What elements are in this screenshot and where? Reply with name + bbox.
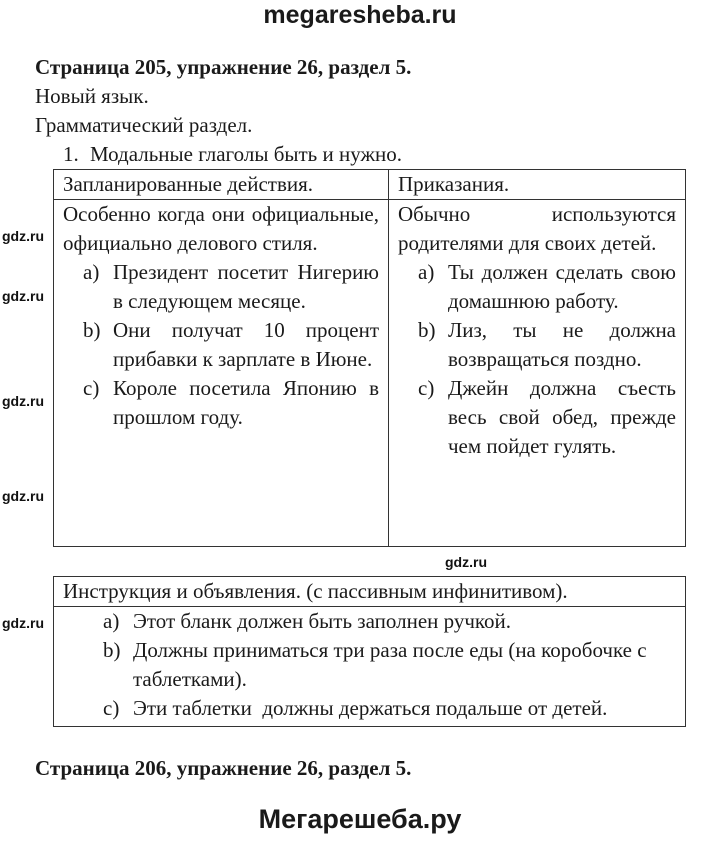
item-text: Они получат 10 процент прибавки к зарплате в Июне.: [113, 318, 379, 371]
watermark: gdz.ru: [445, 554, 487, 570]
list-item: [63, 694, 676, 723]
table-row: [54, 607, 686, 727]
site-footer[interactable]: Мегарешеба.ру: [258, 804, 462, 834]
watermark: gdz.ru: [2, 615, 44, 631]
item-label: a): [418, 260, 435, 284]
list-item: [398, 316, 676, 374]
item-label: a): [103, 609, 120, 633]
item-label: b): [83, 318, 101, 342]
item-label: c): [83, 376, 100, 400]
list-item: [63, 636, 676, 694]
item-text: Ты должен сделать свою домашнюю работу.: [448, 260, 676, 313]
watermark: gdz.ru: [2, 288, 44, 304]
item-label: a): [83, 260, 100, 284]
site-header[interactable]: megaresheba.ru: [263, 1, 457, 29]
watermark: gdz.ru: [2, 228, 44, 244]
planned-intro: Особенно когда они официальные, официально делового стиля.: [63, 202, 379, 255]
item-text: Эти таблетки должны держаться подальше от детей.: [133, 696, 608, 720]
item-text: Президент посетит Нигерию в следующем месяце.: [113, 260, 379, 313]
header-instructions: Инструкция и объявления. (с пассивным инфинитивом).: [54, 577, 686, 607]
heading-page-206: Страница 206, упражнение 26, раздел 5.: [35, 756, 412, 780]
table-header-row: [54, 170, 686, 200]
item-label: b): [103, 638, 121, 662]
list-item: [63, 374, 379, 432]
line-new-language: Новый язык.: [35, 84, 149, 108]
orders-cell: [389, 200, 686, 547]
table-header-row: [54, 577, 686, 607]
item-text: Этот бланк должен быть заполнен ручкой.: [133, 609, 512, 633]
list-item: [398, 374, 676, 461]
planned-actions-cell: [54, 200, 389, 547]
item-label: c): [103, 696, 120, 720]
item-1: [0, 140, 720, 169]
item-text: Короле посетила Японию в прошлом году.: [113, 376, 379, 429]
item-label: c): [418, 376, 435, 400]
item-text: Джейн должна съесть весь свой обед, прежде чем пойдет гулять.: [448, 376, 676, 458]
modal-verbs-table: [53, 169, 686, 547]
orders-intro: Обычно используются родителями для своих детей.: [398, 202, 676, 255]
item-1-text: Модальные глаголы быть и нужно.: [90, 142, 402, 166]
item-text: Лиз, ты не должна возвращаться поздно.: [448, 318, 676, 371]
list-item: [398, 258, 676, 316]
header-planned-actions: Запланированные действия.: [54, 170, 389, 200]
watermark: gdz.ru: [2, 393, 44, 409]
table-gap: [0, 547, 720, 576]
header-orders: Приказания.: [389, 170, 686, 200]
heading-page-205: Страница 205, упражнение 26, раздел 5.: [35, 55, 412, 79]
item-1-number: 1.: [63, 142, 79, 166]
table1-wrapper: [0, 169, 720, 547]
watermark: gdz.ru: [2, 488, 44, 504]
table2-wrapper: [0, 576, 720, 727]
line-grammar-section: Грамматический раздел.: [35, 113, 253, 137]
instructions-cell: [54, 607, 686, 727]
item-text: Должны приниматься три раза после еды (на коробочке с таблетками).: [133, 638, 647, 691]
instructions-table: [53, 576, 686, 727]
list-item: [63, 607, 676, 636]
list-item: [63, 316, 379, 374]
item-label: b): [418, 318, 436, 342]
table-row: [54, 200, 686, 547]
list-item: [63, 258, 379, 316]
